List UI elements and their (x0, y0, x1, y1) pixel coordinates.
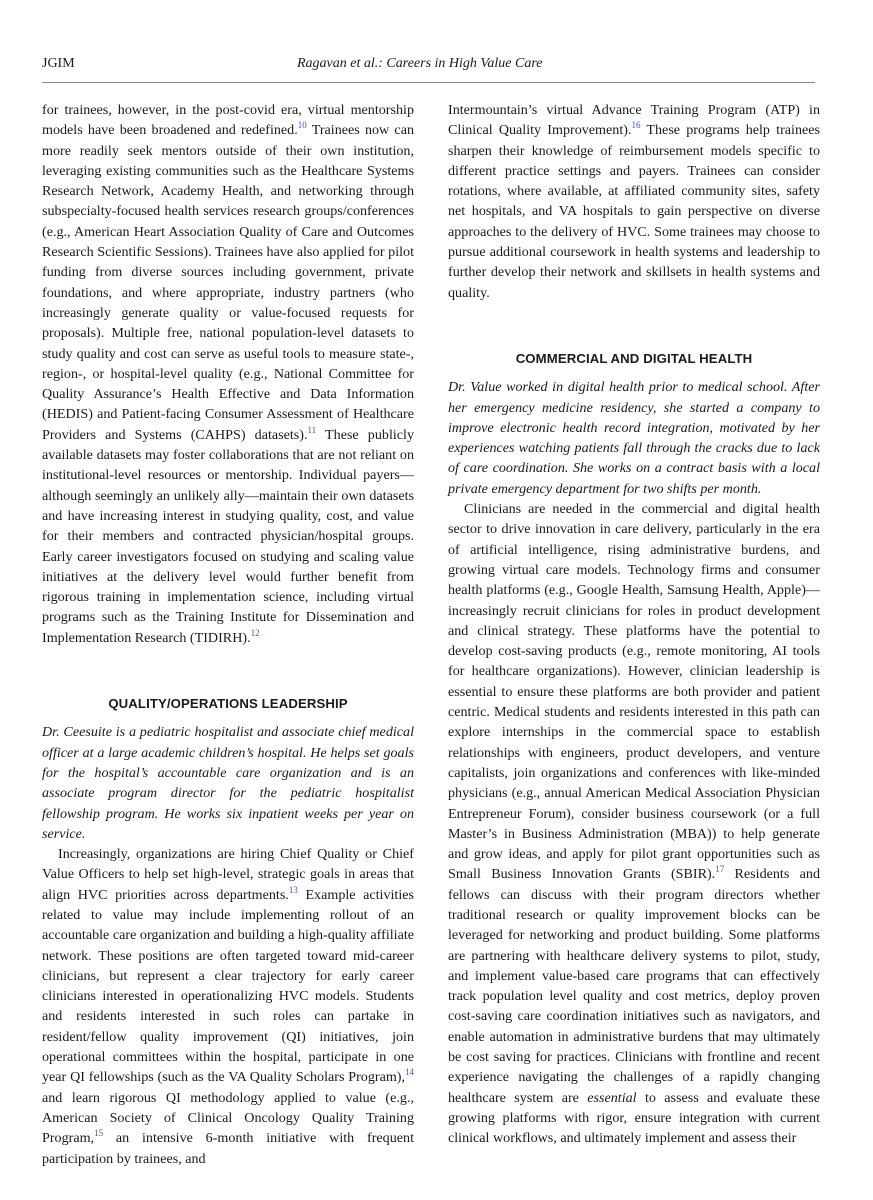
emphasis: essential (587, 1089, 637, 1106)
text-run: These publicly available datasets may foster collaborations that are not reliant on institutional-level resources or mentorship. Individual payers—although seemingly an unlikely ally—maintain their own datasets and have increasing interest in studying quality, cost, and value for their members and contracted physician/hospital groups. Early career investigators focused on studying and scaling value initiatives at the delivery level would further benefit from rigorous training in implementation science, including virtual programs such as the Training Institute for Dissemination and Implementation Research (TIDIRH). (42, 426, 414, 646)
spacer (42, 648, 414, 694)
citation-ref[interactable]: 14 (405, 1067, 414, 1078)
text-run: an intensive 6-month initiative with frequent participation by trainees, and (42, 1130, 414, 1167)
text-run: Example activities related to value may include implementing rollout of an accountable care organization and building a high-quality affiliate network. These positions are often targeted toward mid-career clinicians, but represent a clear trajectory for early career clinicians interested in operationalizing HVC models. Students and residents interested in such roles can partake in resident/fellow quality improvement (QI) initiatives, join operational committees within the hospital, participate in one year QI fellowships (such as the VA Quality Scholars Program), (42, 886, 415, 1086)
citation-ref[interactable]: 11 (307, 424, 317, 435)
right-column (448, 100, 820, 1149)
section-heading-commercial-digital: COMMERCIAL AND DIGITAL HEALTH (515, 350, 753, 366)
header-rule (42, 82, 815, 83)
text-run: Increasingly, organizations are hiring Chief Quality or Chief Value Officers to help set high-level, strategic goals in areas that align HVC priorities across departments. (42, 846, 414, 903)
left-paragraph-1 (42, 100, 414, 648)
spacer (448, 303, 820, 349)
left-paragraph-2 (42, 844, 414, 1169)
right-paragraph-2 (448, 499, 820, 1149)
text-run: Trainees now can more readily seek mentors outside of their own institution, leveraging existing communities such as the Healthcare Systems Research Network, Academy Health, and networking through subspecialty-focused health services research groups/conferences (e.g., American Heart Association Quality of Care and Outcomes Research Scientific Sessions). Trainees have also applied for pilot funding from diverse sources including government, private foundations, and where appropriate, industry partners (who increasingly generate quality or value-focused requests for proposals). Multiple free, national population-level datasets to study quality and cost can serve as useful tools to measure state-, region-, or hospital-level quality (e.g., National Committee for Quality Assurance’s Health Effective and Data Information (HEDIS) and Patient-facing Consumer Assessment of Healthcare Providers and Systems (CAHPS) datasets). (42, 122, 414, 443)
text-run: to assess and evaluate these growing platforms with rigor, ensure integration with current clinical workflows, and ultimately implement and assess their (448, 1089, 820, 1147)
spacer (42, 714, 414, 722)
page-header (42, 56, 815, 78)
text-run: Intermountain’s virtual Advance Training Program (ATP) in Clinical Quality Improvement). (448, 102, 820, 139)
citation-ref[interactable]: 15 (94, 1128, 104, 1139)
case-vignette: Dr. Ceesuite is a pediatric hospitalist and associate chief medical officer at a large academic children’s hospital. He helps set goals for the hospital’s accountable care organization and is an associate program director for the pediatric hospitalist fellowship program. He works six inpatient weeks per year on service. (42, 724, 414, 842)
left-column (42, 100, 414, 1169)
case-vignette: Dr. Value worked in digital health prior to medical school. After her emergency medicine residency, she started a company to improve electronic health record integration, motivated by her experiences watching patients fall through the cracks due to lack of care coordination. She works on a contract basis with a local private emergency department for two shifts per month. (448, 379, 820, 497)
journal-name: JGIM (42, 56, 75, 71)
text-run: for trainees, however, in the post-covid era, virtual mentorship models have been broadened and redefined. (42, 102, 414, 139)
section-heading-quality-operations: QUALITY/OPERATIONS LEADERSHIP (108, 696, 348, 712)
text-run: Clinicians are needed in the commercial and digital health sector to drive innovation in care delivery, particularly in the era of artificial intelligence, rising administrative burdens, and growing virtual care models. Technology firms and consumer health platforms (e.g., Google Health, Samsung Health, Apple)—increasingly recruit clinicians for roles in product development and clinical strategy. These platforms have the potential to develop cost-saving products (e.g., remote monitoring, AI tools for healthcare organizations). However, clinician leadership is essential to ensure these platforms are both provider and patient centric. Medical students and residents interested in this path can explore internships in the commercial space to establish relationships with engineers, product developers, and venture capitalists, join organizations and conferences with like-minded physicians (e.g., annual American Medical Association Physician Entrepreneur Forum), consider business coursework (or a full Master’s in Business Administration (MBA)) to help generate and grow ideas, and apply for pilot grant opportunities such as Small Business Innovation Grants (SBIR). (448, 501, 820, 883)
citation-ref[interactable]: 16 (631, 120, 641, 131)
citation-ref[interactable]: 12 (250, 627, 260, 638)
right-paragraph-1 (448, 100, 820, 303)
citation-ref[interactable]: 17 (715, 864, 725, 875)
spacer (448, 369, 820, 377)
text-run: Residents and fellows can discuss with their program directors whether traditional research or quality improvement blocks can be leveraged for networking and product building. Some platforms are partnering with healthcare delivery systems to pilot, study, and implement value-based care programs that can effectively track population level quality and cost metrics, deploy proven cost-saving care coordination initiatives such as navigators, and enable automation in administrative burdens that may ultimately be cost saving for practices. Clinicians with frontline and recent experience navigating the challenges of a rapidly changing healthcare system are (448, 866, 820, 1106)
text-run: and learn rigorous QI methodology applied to value (e.g., American Society of Clinical Oncology Quality Training Program, (42, 1089, 414, 1147)
citation-ref[interactable]: 13 (288, 884, 298, 895)
running-title: Ragavan et al.: Careers in High Value Care (297, 56, 543, 71)
citation-ref[interactable]: 10 (297, 120, 307, 131)
text-run: These programs help trainees sharpen their knowledge of reimbursement models specific to different practice settings and payers. Trainees can consider rotations, where available, at affiliated community sites, safety net hospitals, and VA hospitals to gain perspective on diverse approaches to the delivery of HVC. Some trainees may choose to pursue additional coursework in health systems and leadership to further develop their network and skillsets in health systems and quality. (448, 122, 820, 301)
